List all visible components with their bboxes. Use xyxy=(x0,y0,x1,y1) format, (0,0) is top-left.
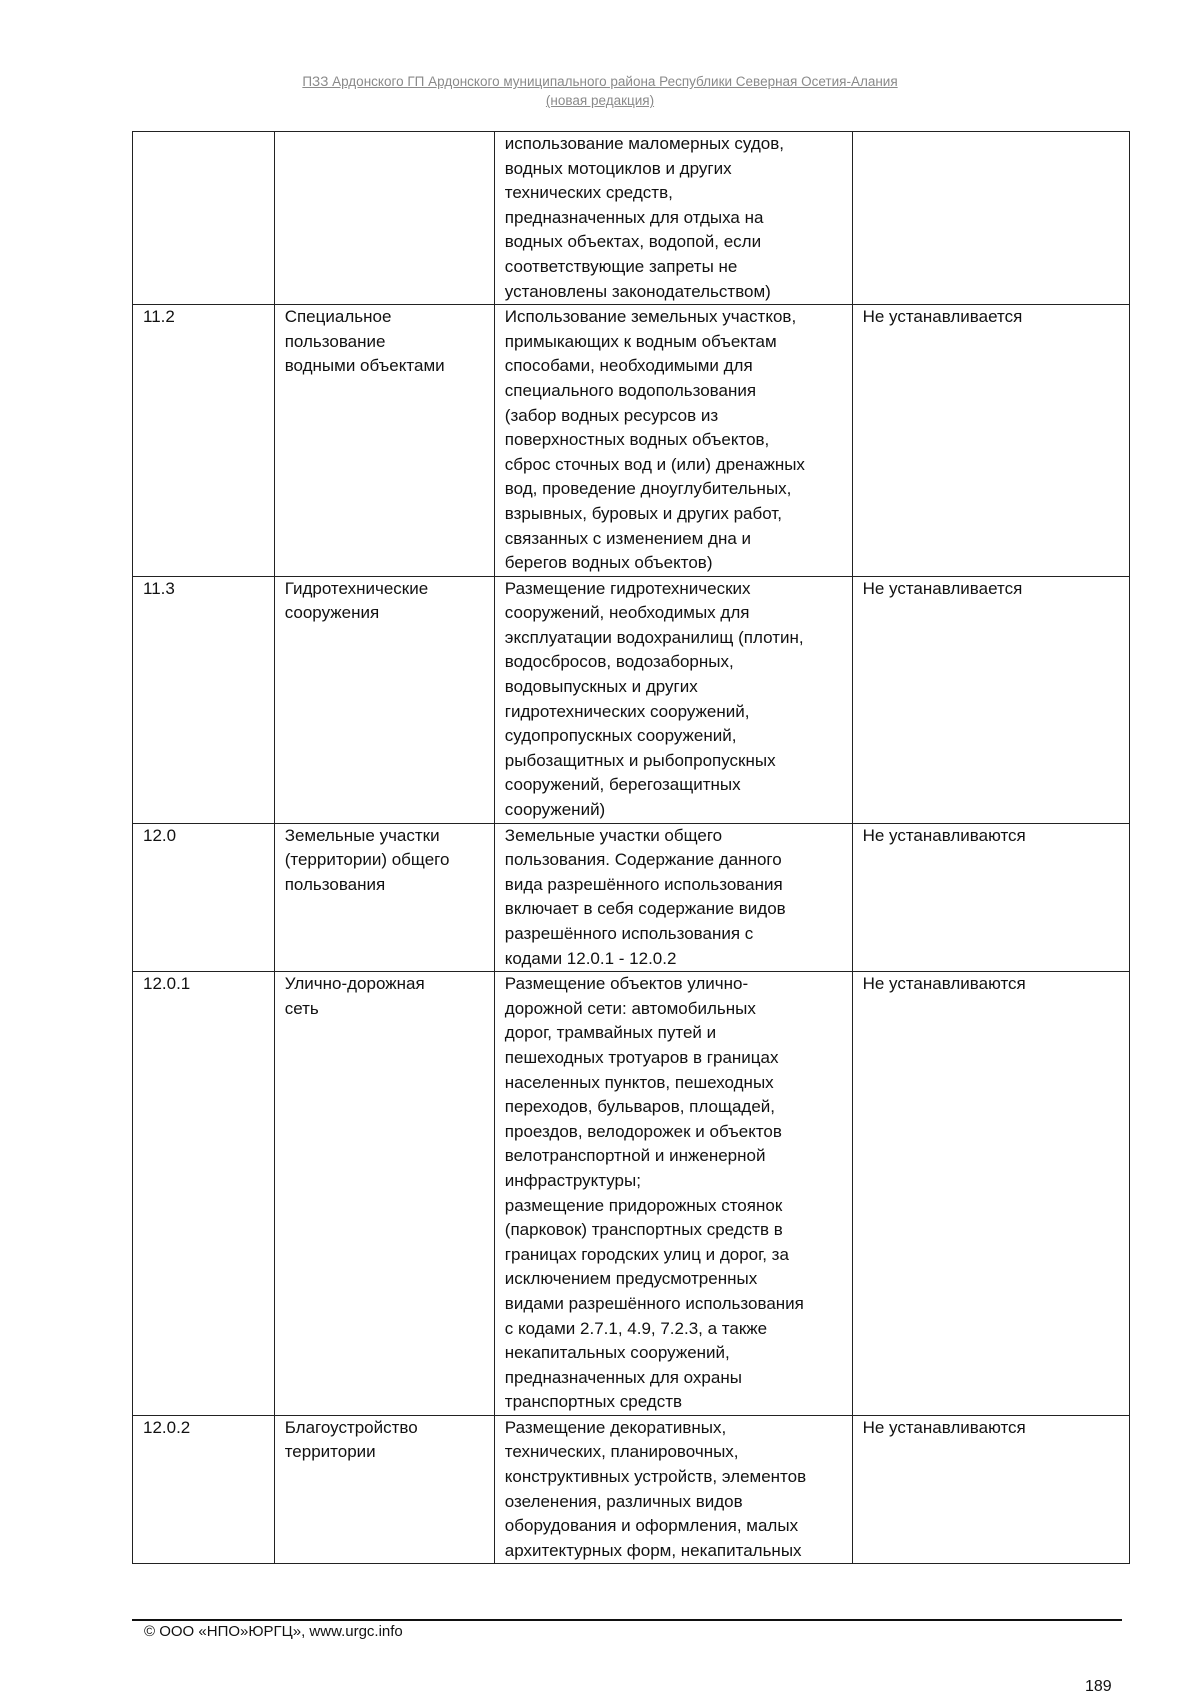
code-cell: 11.2 xyxy=(133,305,275,577)
table-row xyxy=(133,1415,1130,1564)
code-cell: 12.0 xyxy=(133,823,275,972)
table-row xyxy=(133,132,1130,305)
code-cell: 11.3 xyxy=(133,576,275,823)
description-cell: использование маломерных судов, водных мотоциклов и других технических средств, предназначенных для отдыха на водных объектах, водопой, если соответствующие запреты не установлены законодательством) xyxy=(494,132,852,305)
header-title: ПЗЗ Ардонского ГП Ардонского муниципального района Республики Северная Осетия-Алания xyxy=(302,74,898,89)
name-cell xyxy=(274,132,494,305)
footer-divider xyxy=(132,1619,1122,1621)
description-cell: Размещение гидротехнических сооружений, необходимых для эксплуатации водохранилищ (плотин, водосбросов, водозаборных, водовыпускных и других гидротехнических сооружений, судопропускных сооружений, рыбозащитных и рыбопропускных сооружений, берегозащитных сооружений) xyxy=(494,576,852,823)
params-cell: Не устанавливается xyxy=(852,576,1129,823)
table-row xyxy=(133,823,1130,972)
copyright-text: © ООО «НПО»ЮРГЦ», www.urgc.info xyxy=(144,1623,403,1640)
name-cell: Благоустройство территории xyxy=(274,1415,494,1564)
name-cell: Улично-дорожная сеть xyxy=(274,972,494,1416)
params-cell: Не устанавливаются xyxy=(852,823,1129,972)
page-number: 189 xyxy=(1085,1678,1112,1695)
name-cell: Специальное пользование водными объектами xyxy=(274,305,494,577)
code-cell: 12.0.2 xyxy=(133,1415,275,1564)
table-row xyxy=(133,305,1130,577)
land-use-table xyxy=(132,131,1130,1564)
table-row xyxy=(133,576,1130,823)
name-cell: Гидротехнические сооружения xyxy=(274,576,494,823)
params-cell: Не устанавливаются xyxy=(852,972,1129,1416)
header-subtitle: (новая редакция) xyxy=(545,93,655,108)
description-cell: Использование земельных участков, примыкающих к водным объектам способами, необходимыми для специального водопользования (забор водных ресурсов из поверхностных водных объектов, сброс сточных вод и (или) дренажных вод, проведение дноуглубительных, взрывных, буровых и других работ, связанных с изменением дна и берегов водных объектов) xyxy=(494,305,852,577)
description-cell: Земельные участки общего пользования. Содержание данного вида разрешённого использования включает в себя содержание видов разрешённого использования с кодами 12.0.1 - 12.0.2 xyxy=(494,823,852,972)
description-cell: Размещение декоративных, технических, планировочных, конструктивных устройств, элементов озеленения, различных видов оборудования и оформления, малых архитектурных форм, некапитальных xyxy=(494,1415,852,1564)
name-cell: Земельные участки (территории) общего пользования xyxy=(274,823,494,972)
code-cell xyxy=(133,132,275,305)
params-cell: Не устанавливаются xyxy=(852,1415,1129,1564)
document-header xyxy=(0,72,1200,110)
description-cell: Размещение объектов улично- дорожной сети: автомобильных дорог, трамвайных путей и пешеходных тротуаров в границах населенных пунктов, пешеходных переходов, бульваров, площадей, проездов, велодорожек и объектов велотранспортной и инженерной инфраструктуры; размещение придорожных стоянок (парковок) транспортных средств в границах городских улиц и дорог, за исключением предусмотренных видами разрешённого использования с кодами 2.7.1, 4.9, 7.2.3, а также некапитальных сооружений, предназначенных для охраны транспортных средств xyxy=(494,972,852,1416)
params-cell: Не устанавливается xyxy=(852,305,1129,577)
table-row xyxy=(133,972,1130,1416)
code-cell: 12.0.1 xyxy=(133,972,275,1416)
params-cell xyxy=(852,132,1129,305)
